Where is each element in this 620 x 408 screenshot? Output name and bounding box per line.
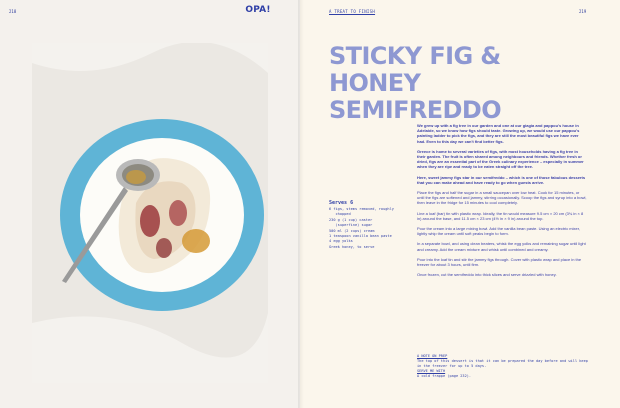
intro-paragraph: Here, sweet jammy figs star in our semifreddo – which is one of those fabulous desserts that you can make ahead and have ready to go when guests arrive. [417, 174, 586, 185]
intro-paragraph: Greece is home to several varieties of figs, with most households having a fig tree in their garden. The fruit is often shared among neighbours and friends. Whether fresh or dried, figs are an essential part of the Greek culinary experience – especially in summer when they are ripe and ready to be eaten straight off the tree. [417, 148, 584, 170]
left-page [0, 0, 300, 408]
note-heading: A NOTE ON PREP [417, 354, 448, 358]
ingredient-line: (superfine) sugar [329, 223, 373, 228]
ingredient-line: 4 egg yolks [329, 239, 353, 244]
ingredient-line: 6 figs, stems removed, roughly [329, 207, 394, 211]
plate-illustration [32, 43, 268, 383]
page-number-right: 219 [579, 9, 587, 14]
serves-label: Serves 6 [329, 200, 354, 206]
section-label: A TREAT TO FINISH [329, 9, 376, 14]
ingredient-list [329, 207, 414, 250]
serve-heading: SERVE ME WITH [417, 369, 446, 373]
note-body: The top of this dessert is that it can be prepared the day before and will keep in the freezer for up to 5 days. [417, 359, 588, 368]
ingredient-line: 500 ml (2 cups) cream [329, 228, 375, 233]
dessert-photo [32, 43, 268, 383]
page-gutter [298, 0, 304, 408]
method-step: Pour the cream into a large mixing bowl. Add the vanilla bean paste. Using an electric mixer, lightly whip the cream until soft peaks begin to form. [417, 226, 580, 237]
ingredient-line: 1 teaspoon vanilla bean paste [329, 234, 392, 239]
prep-note [417, 354, 589, 379]
method-step: Pour into the loaf tin and stir the jammy figs through. Cover with plastic wrap and place in the freezer for about 3 hours, until firm. [417, 256, 582, 268]
ingredient-line: chopped [329, 212, 351, 217]
recipe-title: STICKY FIG & HONEY SEMIFREDDO [329, 42, 502, 124]
method-step: Place the figs and half the sugar in a small saucepan over low heat. Cook for 15 minutes, or until the figs are softened and jammy, stirring occasionally. Scoop the figs and syrup into a bowl, then leave in the fridge for 15 minutes to cool completely. [417, 190, 587, 206]
method-step: In a separate bowl, and using clean beaters, whisk the egg yolks and remaining sugar until light and creamy. Add the cream mixture and whisk until combined and creamy. [417, 241, 586, 252]
recipe-body [417, 123, 587, 282]
intro-paragraph: We grew up with a fig tree in our garden and one at our giagia and pappou's house in Adelaide, so we know how figs should taste. Growing up, we would use our pappou's painting ladder to pick the figs, and they are still the most beautiful figs we have ever had. Even to this day we can't find better figs. [417, 123, 580, 144]
method-step: Line a loaf (bar) tin with plastic wrap. Ideally, the tin would measure 9.5 cm × 20 cm (3¾ in × 8 in) around the base, and 11.5 cm × 23 cm (4½ in × 9 in) around the top. [417, 210, 584, 221]
page-number-left: 218 [9, 9, 17, 14]
serve-body: A cold frappe (page 232). [417, 374, 472, 378]
method-step: Once frozen, cut the semifreddo into thick slices and serve drizzled with honey. [417, 272, 557, 278]
book-logo: OPA! [245, 5, 271, 15]
ingredient-line: 230 g (1 cup) caster [329, 217, 373, 222]
ingredient-line: Greek honey, to serve [329, 244, 375, 249]
